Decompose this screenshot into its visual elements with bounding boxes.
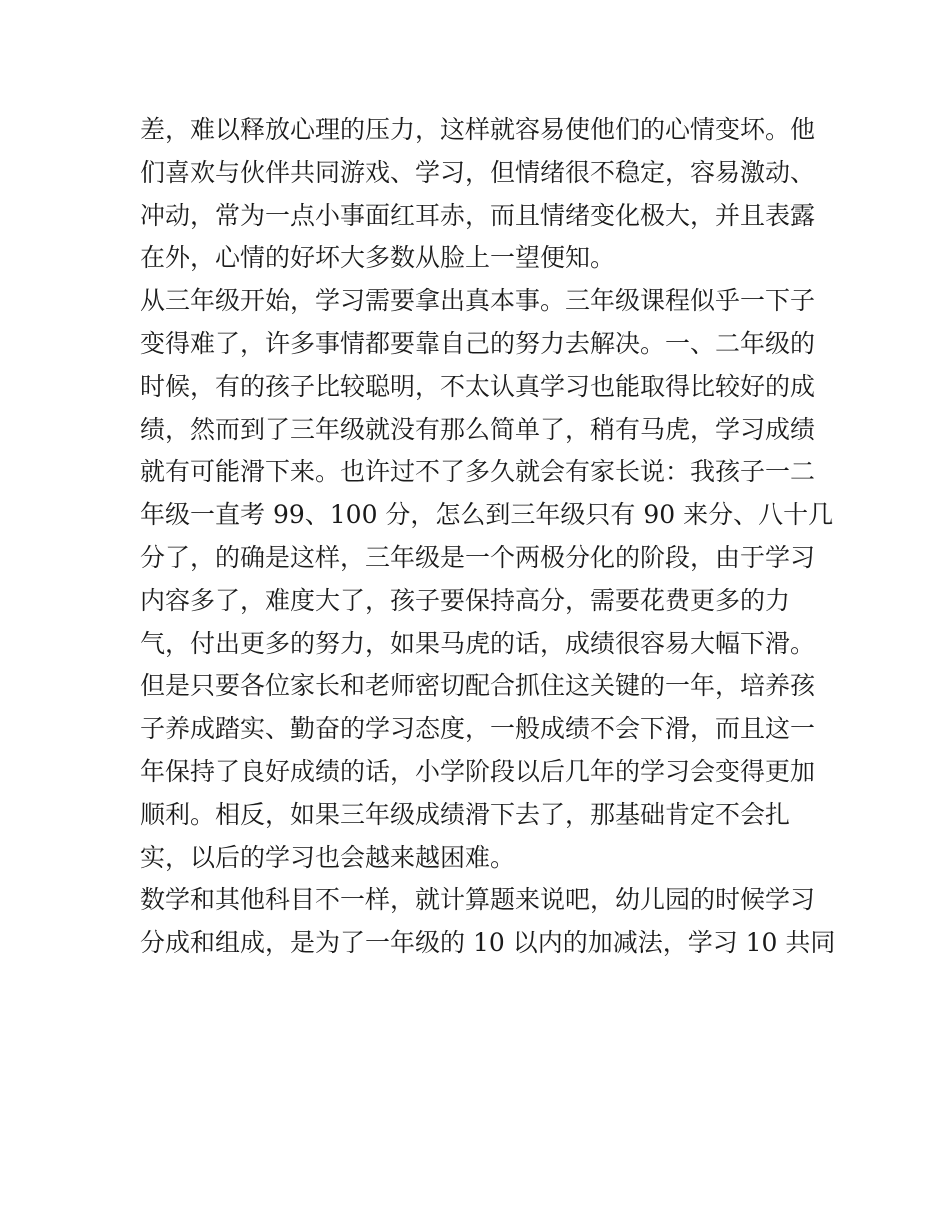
text-line: 内容多了，难度大了，孩子要保持高分，需要花费更多的力 bbox=[140, 585, 791, 615]
text-line: 分成和组成，是为了一年级的 10 以内的加减法，学习 10 共同 bbox=[140, 928, 836, 958]
text-line: 年保持了良好成绩的话，小学阶段以后几年的学习会变得更加 bbox=[140, 756, 816, 786]
text-line: 变得难了，许多事情都要靠自己的努力去解决。一、二年级的 bbox=[140, 328, 816, 358]
text-line: 在外，心情的好坏大多数从脸上一望便知。 bbox=[140, 243, 616, 273]
text-line: 年级一直考 99、100 分，怎么到三年级只有 90 来分、八十几 bbox=[140, 500, 834, 530]
text-line: 顺利。相反，如果三年级成绩滑下去了，那基础肯定不会扎 bbox=[140, 799, 791, 829]
text-line: 从三年级开始，学习需要拿出真本事。三年级课程似乎一下子 bbox=[140, 286, 816, 316]
text-line: 冲动，常为一点小事面红耳赤，而且情绪变化极大，并且表露 bbox=[140, 200, 816, 230]
text-line: 实，以后的学习也会越来越困难。 bbox=[140, 842, 516, 872]
text-line: 分了，的确是这样，三年级是一个两极分化的阶段，由于学习 bbox=[140, 542, 816, 572]
text-line: 们喜欢与伙伴共同游戏、学习，但情绪很不稳定，容易激动、 bbox=[140, 157, 816, 187]
text-line: 数学和其他科目不一样，就计算题来说吧，幼儿园的时候学习 bbox=[140, 885, 816, 915]
text-line: 子养成踏实、勤奋的学习态度，一般成绩不会下滑，而且这一 bbox=[140, 714, 816, 744]
text-line: 差，难以释放心理的压力，这样就容易使他们的心情变坏。他 bbox=[140, 115, 816, 144]
text-line: 就有可能滑下来。也许过不了多久就会有家长说：我孩子一二 bbox=[140, 457, 816, 487]
text-line: 气，付出更多的努力，如果马虎的话，成绩很容易大幅下滑。 bbox=[140, 628, 816, 658]
body-text bbox=[140, 109, 836, 965]
text-line: 但是只要各位家长和老师密切配合抓住这关键的一年，培养孩 bbox=[140, 671, 816, 701]
text-line: 时候，有的孩子比较聪明，不太认真学习也能取得比较好的成 bbox=[140, 371, 816, 401]
text-line: 绩，然而到了三年级就没有那么简单了，稍有马虎，学习成绩 bbox=[140, 414, 816, 444]
